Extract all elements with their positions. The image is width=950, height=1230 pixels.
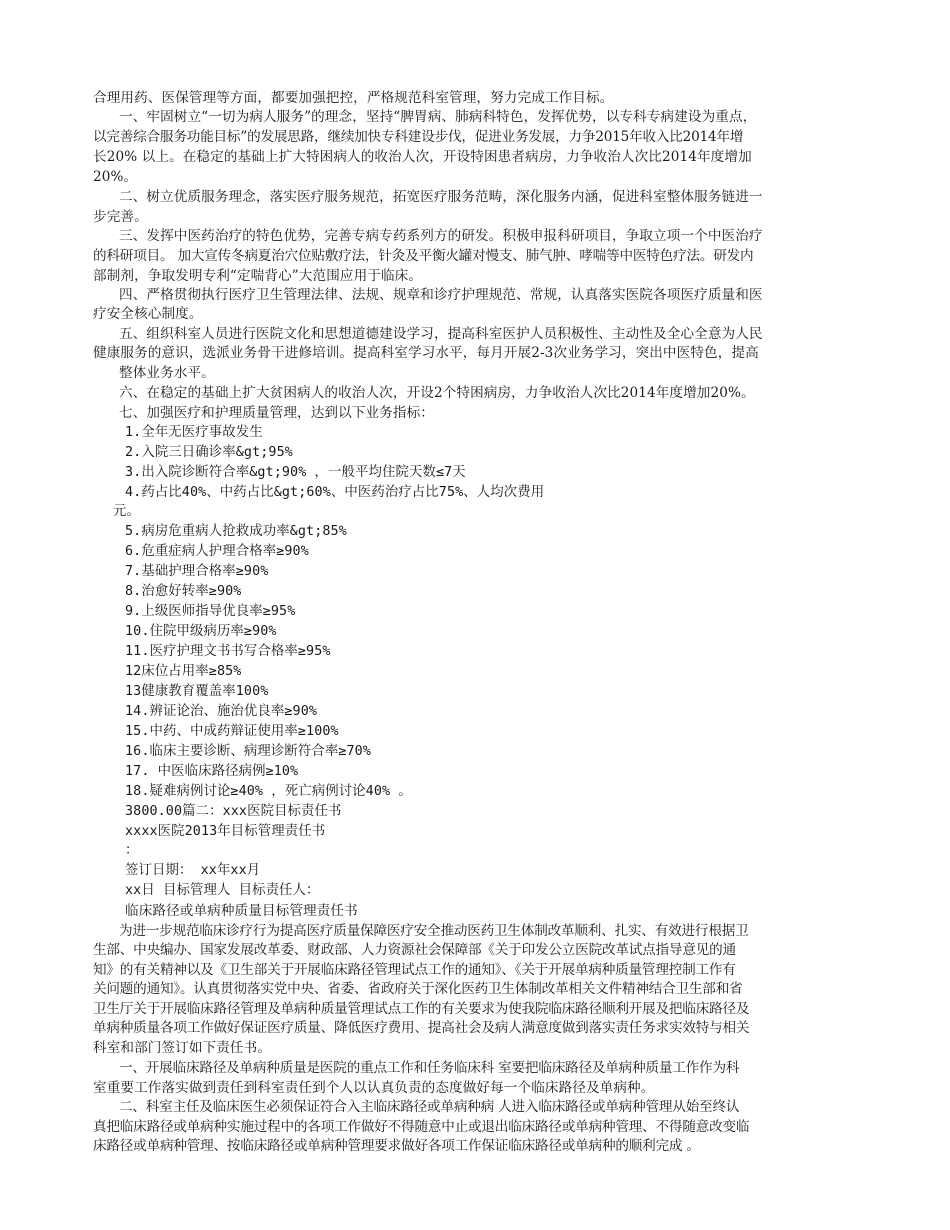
- list-item: 13健康教育覆盖率100%: [125, 684, 269, 699]
- paragraph-line: 为进一步规范临床诊疗行为提高医疗质量保障医疗安全推动医药卫生体制改革顺利、扎实、有效进行根据卫: [119, 923, 749, 939]
- list-item: 2.入院三日确诊率&gt;95%: [125, 445, 293, 460]
- section-heading: 3800.00篇二：xxx医院目标责任书: [125, 804, 342, 819]
- list-item: 11.医疗护理文书书写合格率≥95%: [125, 644, 331, 659]
- paragraph-line: 二、树立优质服务理念，落实医疗服务规范，拓宽医疗服务范畴，深化服务内涵，促进科室整体服务链进一: [119, 189, 763, 205]
- paragraph-line: 疗安全核心制度。: [93, 306, 203, 322]
- list-item: 7.基础护理合格率≥90%: [125, 564, 269, 579]
- list-item: 4.药占比40%、中药占比&gt;60%、中医药治疗占比75%、人均次费用: [125, 485, 545, 500]
- list-item: 17. 中医临床路径病例≥10%: [125, 764, 299, 779]
- paragraph-line: 室重要工作落实做到责任到科室责任到个人以认真负责的态度做好每一个临床路径及单病种。: [93, 1080, 655, 1096]
- paragraph-line: 整体业务水平。: [119, 365, 215, 381]
- paragraph-line: 床路径或单病种管理、按临床路径或单病种管理要求做好各项工作保证临床路径或单病种的顺利完成 。: [93, 1138, 700, 1154]
- paragraph-line: 部制剂，争取发明专利“定喘背心”大范围应用于临床。: [93, 268, 423, 284]
- paragraph-line: 二、科室主任及临床医生必须保证符合入主临床路径或单病种病 人进入临床路径或单病种管理从始至终认: [119, 1099, 740, 1115]
- paragraph-line: 真把临床路径或单病种实施过程中的各项工作做好不得随意中止或退出临床路径或单病种管理、不得随意改变临: [93, 1119, 750, 1135]
- paragraph-line: 七、加强医疗和护理质量管理，达到以下业务指标：: [119, 405, 434, 421]
- list-item: 8.治愈好转率≥90%: [125, 584, 242, 599]
- paragraph-line: 以完善综合服务功能目标”的发展思路，继续加快专科建设步伐，促进业务发展，力争2015年收入比2014年增: [93, 129, 744, 145]
- list-item: 10.住院甲级病历率≥90%: [125, 624, 277, 639]
- list-item: 6.危重症病人护理合格率≥90%: [125, 544, 309, 559]
- list-item: 16.临床主要诊断、病理诊断符合率≥70%: [125, 744, 372, 759]
- sign-date: 签订日期： xx年xx月: [125, 863, 261, 878]
- list-item: 9.上级医师指导优良率≥95%: [125, 604, 296, 619]
- paragraph-line: 五、组织科室人员进行医院文化和思想道德建设学习，提高科室医护人员积极性、主动性及全心全意为人民: [119, 326, 763, 342]
- paragraph-line: 卫生厅关于开展临床路径管理及单病种质量管理试点工作的有关要求为使我院临床路径顺利开展及把临床路径及: [93, 1001, 750, 1017]
- signatory-line: xx日 目标管理人 目标责任人：: [125, 883, 320, 898]
- paragraph-line: 步完善。: [93, 209, 148, 225]
- list-item: 元。: [113, 504, 140, 519]
- paragraph-line: 生部、中央编办、国家发展改革委、财政部、人力资源社会保障部《关于印发公立医院改革试点指导意见的通: [93, 942, 736, 958]
- paragraph-line: 科室和部门签订如下责任书。: [93, 1040, 272, 1056]
- paragraph-line: 20%。: [93, 169, 138, 185]
- paragraph-line: ：: [125, 843, 139, 858]
- section-title: 临床路径或单病种质量目标管理责任书: [125, 903, 358, 919]
- paragraph-line: 六、在稳定的基础上扩大贫困病人的收治人次，开设2个特困病房，力争收治人次比2014年度增加20%。: [119, 385, 755, 401]
- paragraph-line: 知》的有关精神以及《卫生部关于开展临床路径管理试点工作的通知》、《关于开展单病种质量管理控制工作有: [93, 962, 736, 978]
- list-item: 18.疑难病例讨论≥40% ，死亡病例讨论40% 。: [125, 784, 412, 799]
- paragraph-line: 一、牢固树立“一切为病人服务”的理念，坚持“脾胃病、肺病科特色，发挥优势，以专科专病建设为重点，: [119, 109, 757, 125]
- paragraph-line: 单病种质量各项工作做好保证医疗质量、降低医疗费用、提高社会及病人满意度做到落实责任务求实效特与相关: [93, 1020, 750, 1036]
- list-item: 15.中药、中成药辩证使用率≥100%: [125, 724, 339, 739]
- list-item: 5.病房危重病人抢救成功率&gt;85%: [125, 524, 347, 539]
- list-item: 12床位占用率≥85%: [125, 664, 242, 679]
- paragraph-line: 的科研项目。 加大宣传冬病夏治穴位贴敷疗法，针灸及平衡火罐对慢支、肺气肿、哮喘等中医特色疗法。研发内: [93, 248, 754, 264]
- paragraph-line: 关问题的通知》。认真贯彻落实党中央、省委、省政府关于深化医药卫生体制改革相关文件精神结合卫生部和省: [93, 981, 743, 997]
- paragraph-line: 健康服务的意识，选派业务骨干进修培训。提高科室学习水平，每月开展2-3次业务学习，突出中医特色，提高: [93, 345, 759, 361]
- paragraph-line: 一、开展临床路径及单病种质量是医院的重点工作和任务临床科 室要把临床路径及单病种质量工作作为科: [119, 1060, 740, 1076]
- document-title: xxxx医院2013年目标管理责任书: [125, 824, 326, 839]
- list-item: 1.全年无医疗事故发生: [125, 425, 263, 440]
- paragraph-line: 长20% 以上。在稳定的基础上扩大特困病人的收治人次，开设特困患者病房，力争收治人次比2014年度增加: [93, 149, 752, 165]
- list-item: 3.出入院诊断符合率&gt;90% ，一般平均住院天数≤7天: [125, 465, 466, 480]
- paragraph-line: 三、发挥中医药治疗的特色优势，完善专病专药系列方的研发。积极申报科研项目，争取立项一个中医治疗: [119, 228, 763, 244]
- paragraph-line: 四、严格贯彻执行医疗卫生管理法律、法规、规章和诊疗护理规范、常规，认真落实医院各项医疗质量和医: [119, 287, 763, 303]
- paragraph-line: 合理用药、医保管理等方面，都要加强把控，严格规范科室管理，努力完成工作目标。: [93, 90, 614, 106]
- list-item: 14.辨证论治、施治优良率≥90%: [125, 704, 318, 719]
